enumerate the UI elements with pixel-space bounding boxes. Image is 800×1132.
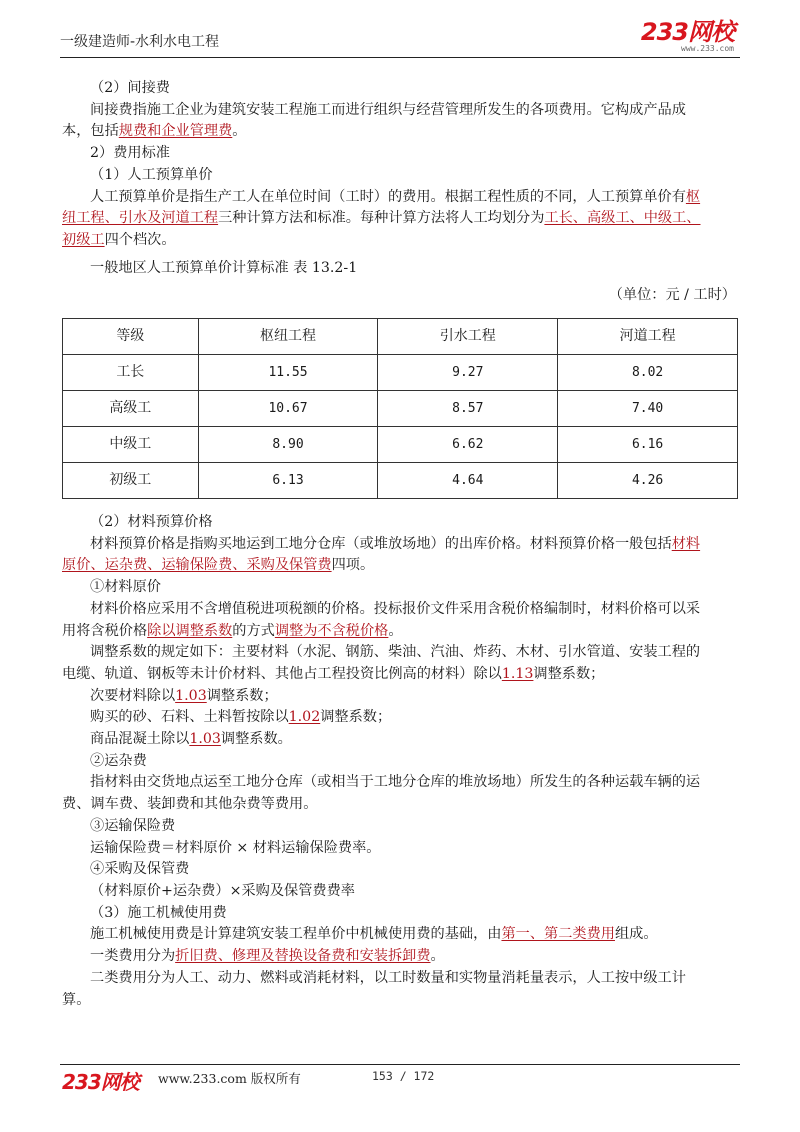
value-cell: 6.16 (558, 427, 738, 463)
value-cell: 4.26 (558, 463, 738, 499)
emphasis-text: 折旧费、修理及替换设备费和安装拆卸费 (175, 948, 431, 965)
emphasis-text: 1.13 (501, 665, 534, 682)
paragraph-line: 调整系数的规定如下：主要材料（水泥、钢筋、柴油、汽油、炸药、木材、引水管道、安装工程的 (90, 644, 701, 661)
paragraph-line: 材料预算价格是指购买地运到工地分仓库（或堆放场地）的出库价格。材料预算价格一般包括材料 (90, 535, 701, 552)
page-footer (60, 1064, 740, 1094)
section-heading: （3）施工机械使用费 (90, 904, 227, 921)
emphasis-text: 1.03 (189, 731, 221, 748)
paragraph-line: 人工预算单价是指生产工人在单位时间（工时）的费用。根据工程性质的不同，人工预算单价有枢 (90, 188, 701, 205)
paragraph-line: 一类费用分为折旧费、修理及替换设备费和安装拆卸费。 (90, 948, 445, 965)
paragraph-line: 二类费用分为人工、动力、燃料或消耗材料，以工时数量和实物量消耗量表示，人工按中级工计 (90, 969, 686, 986)
brand-logo (641, 20, 734, 53)
section-heading: ④采购及保管费 (90, 861, 190, 878)
section-heading: （2）间接费 (90, 80, 170, 96)
section-heading: ③运输保险费 (90, 817, 176, 834)
paragraph-line: 电缆、轨道、钢板等未计价材料、其他占工程投资比例高的材料）除以1.13调整系数； (62, 665, 605, 682)
logo-text: 233网校 (640, 18, 734, 46)
formula-line: 运输保险费＝材料原价 × 材料运输保险费率。 (90, 839, 381, 856)
emphasis-text: 调整为不含税价格 (274, 622, 389, 639)
table-header-cell: 等级 (63, 319, 199, 355)
emphasis-text: 原价、运杂费、运输保险费、采购及保管费 (62, 557, 332, 574)
paragraph-line: 初级工四个档次。 (62, 231, 176, 248)
section-heading: （2）材料预算价格 (90, 514, 213, 531)
table-row (63, 463, 738, 499)
emphasis-text: 1.02 (288, 709, 321, 726)
paragraph-line: 纽工程、引水及河道工程三种计算方法和标准。每种计算方法将人工均划分为工长、高级工、中级工、 (62, 210, 701, 227)
table-caption: 一般地区人工预算单价计算标准 表 13.2-1 (90, 259, 358, 276)
section-heading: 2）费用标准 (90, 145, 170, 162)
page-header (60, 18, 740, 58)
section-heading: ①材料原价 (90, 579, 161, 596)
value-cell: 8.02 (558, 355, 738, 391)
table-row (63, 391, 738, 427)
labor-price-table (62, 318, 738, 499)
grade-cell: 高级工 (63, 391, 199, 427)
table-header-cell: 引水工程 (378, 319, 558, 355)
paragraph-line: 指材料由交货地点运至工地分仓库（或相当于工地分仓库的堆放场地）所发生的各种运载车辆的运 (90, 774, 701, 791)
grade-cell: 中级工 (63, 427, 199, 463)
table-header-cell: 河道工程 (558, 319, 738, 355)
document-body (62, 78, 738, 1011)
formula-line: （材料原价+运杂费）×采购及保管费费率 (90, 882, 355, 899)
paragraph-line: 原价、运杂费、运输保险费、采购及保管费四项。 (62, 557, 375, 574)
footer-copyright: www.233.com 版权所有 (158, 1071, 301, 1086)
emphasis-text: 除以调整系数 (147, 622, 233, 639)
emphasis-text: 第一、第二类费用 (501, 926, 615, 943)
emphasis-text: 工长、高级工、中级工、 (544, 210, 701, 227)
section-heading: （1）人工预算单价 (90, 166, 213, 183)
paragraph-line: 次要材料除以1.03调整系数； (90, 687, 278, 704)
section-heading: ②运杂费 (90, 752, 147, 769)
emphasis-text: 1.03 (175, 687, 207, 704)
value-cell: 9.27 (378, 355, 558, 391)
paragraph-line: 算。 (62, 991, 91, 1008)
table-row (63, 427, 738, 463)
grade-cell: 工长 (63, 355, 199, 391)
value-cell: 8.90 (198, 427, 378, 463)
emphasis-text: 纽工程、引水及河道工程 (62, 210, 219, 227)
table-unit: （单位：元 / 工时） (608, 287, 736, 304)
paragraph-line: 间接费指施工企业为建筑安装工程施工而进行组织与经营管理所发生的各项费用。它构成产品成 (90, 101, 686, 118)
table-header-row (63, 319, 738, 355)
emphasis-text: 初级工 (62, 231, 105, 248)
table-header-cell: 枢纽工程 (198, 319, 378, 355)
logo-url: www.233.com (681, 44, 734, 53)
footer-logo: 233网校 (62, 1070, 139, 1094)
paragraph-line: 本，包括规费和企业管理费。 (62, 123, 247, 140)
value-cell: 11.55 (198, 355, 378, 391)
emphasis-text: 枢 (685, 188, 701, 205)
paragraph-line: 商品混凝土除以1.03调整系数。 (90, 731, 292, 748)
emphasis-text: 规费和企业管理费 (118, 123, 233, 140)
table-row (63, 355, 738, 391)
header-title: 一级建造师-水利水电工程 (60, 34, 220, 50)
value-cell: 6.62 (378, 427, 558, 463)
value-cell: 6.13 (198, 463, 378, 499)
paragraph-line: 材料价格应采用不含增值税进项税额的价格。投标报价文件采用含税价格编制时，材料价格可以采 (90, 600, 701, 617)
value-cell: 10.67 (198, 391, 378, 427)
value-cell: 4.64 (378, 463, 558, 499)
value-cell: 8.57 (378, 391, 558, 427)
value-cell: 7.40 (558, 391, 738, 427)
emphasis-text: 材料 (671, 535, 701, 552)
paragraph-line: 施工机械使用费是计算建筑安装工程单价中机械使用费的基础，由第一、第二类费用组成。 (90, 926, 658, 943)
grade-cell: 初级工 (63, 463, 199, 499)
paragraph-line: 购买的砂、石料、土料暂按除以1.02调整系数； (90, 709, 392, 726)
paragraph-line: 费、调车费、装卸费和其他杂费等费用。 (62, 796, 318, 813)
paragraph-line: 用将含税价格除以调整系数的方式调整为不含税价格。 (62, 622, 403, 639)
page-number: 153 / 172 (372, 1069, 435, 1083)
